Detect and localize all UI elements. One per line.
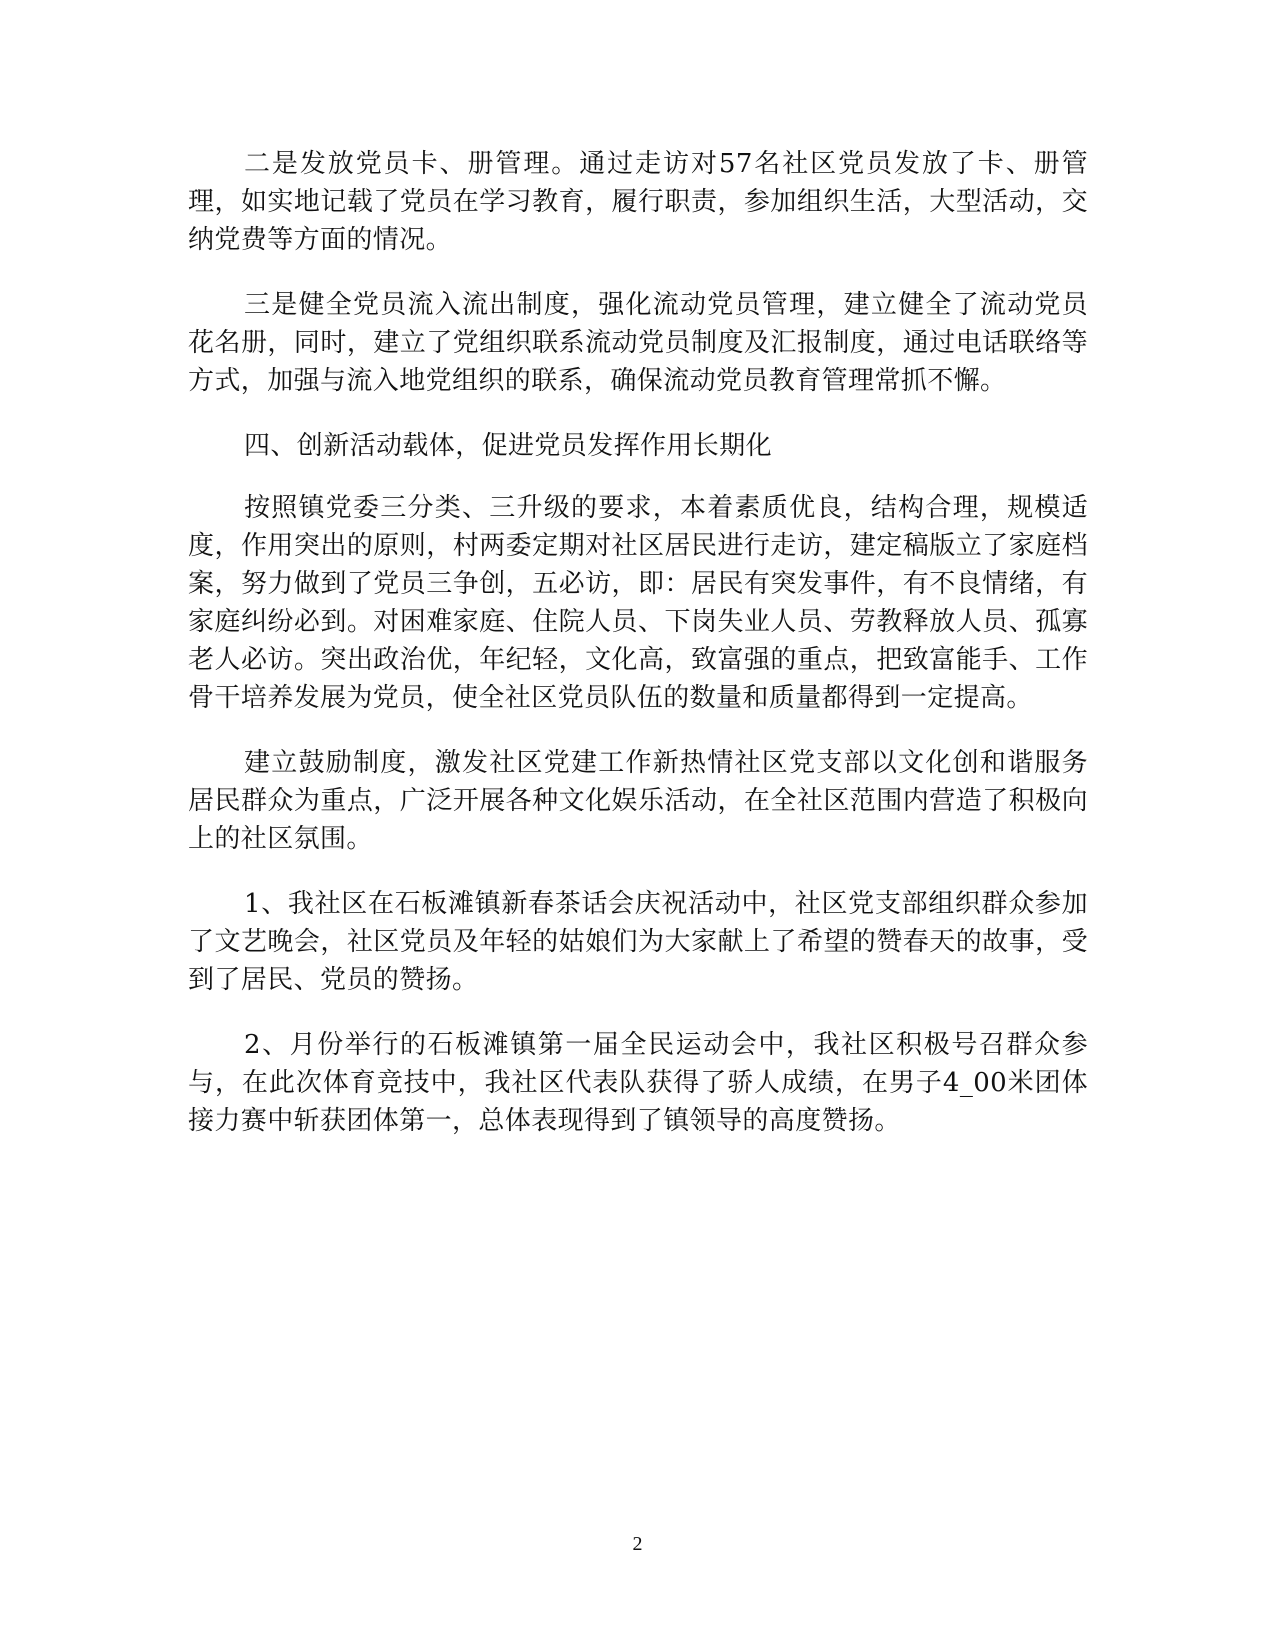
document-body (188, 145, 1088, 1167)
paragraph-sports-meeting: 2、月份举行的石板滩镇第一届全民运动会中，我社区积极号召群众参与，在此次体育竞技中，我社区代表队获得了骄人成绩，在男子4_00米团体接力赛中斩获团体第一，总体表现得到了镇领导的高度赞扬。 (188, 1030, 1088, 1136)
section-heading-innovation: 四、创新活动载体，促进党员发挥作用长期化 (244, 431, 773, 461)
paragraph-spring-tea-party: 1、我社区在石板滩镇新春茶话会庆祝活动中，社区党支部组织群众参加了文艺晚会，社区党员及年轻的姑娘们为大家献上了希望的赞春天的故事，受到了居民、党员的赞扬。 (188, 889, 1088, 995)
paragraph-classification: 按照镇党委三分类、三升级的要求，本着素质优良，结构合理，规模适度，作用突出的原则，村两委定期对社区居民进行走访，建定稿版立了家庭档案，努力做到了党员三争创，五必访，即：居民有突发事件，有不良情绪，有家庭纠纷必到。对困难家庭、住院人员、下岗失业人员、劳教释放人员、孤寡老人必访。突出政治优，年纪轻，文化高，致富强的重点，把致富能手、工作骨干培养发展为党员，使全社区党员队伍的数量和质量都得到一定提高。 (188, 493, 1088, 713)
paragraph-incentive-system: 建立鼓励制度，激发社区党建工作新热情社区党支部以文化创和谐服务居民群众为重点，广泛开展各种文化娱乐活动，在全社区范围内营造了积极向上的社区氛围。 (188, 748, 1088, 854)
paragraph-mobile-members: 三是健全党员流入流出制度，强化流动党员管理，建立健全了流动党员花名册，同时，建立了党组织联系流动党员制度及汇报制度，通过电话联络等方式，加强与流入地党组织的联系，确保流动党员教育管理常抓不懈。 (188, 290, 1088, 396)
paragraph-member-cards: 二是发放党员卡、册管理。通过走访对57名社区党员发放了卡、册管理，如实地记载了党员在学习教育，履行职责，参加组织生活，大型活动，交纳党费等方面的情况。 (188, 149, 1088, 255)
page-number: 2 (632, 1533, 643, 1555)
